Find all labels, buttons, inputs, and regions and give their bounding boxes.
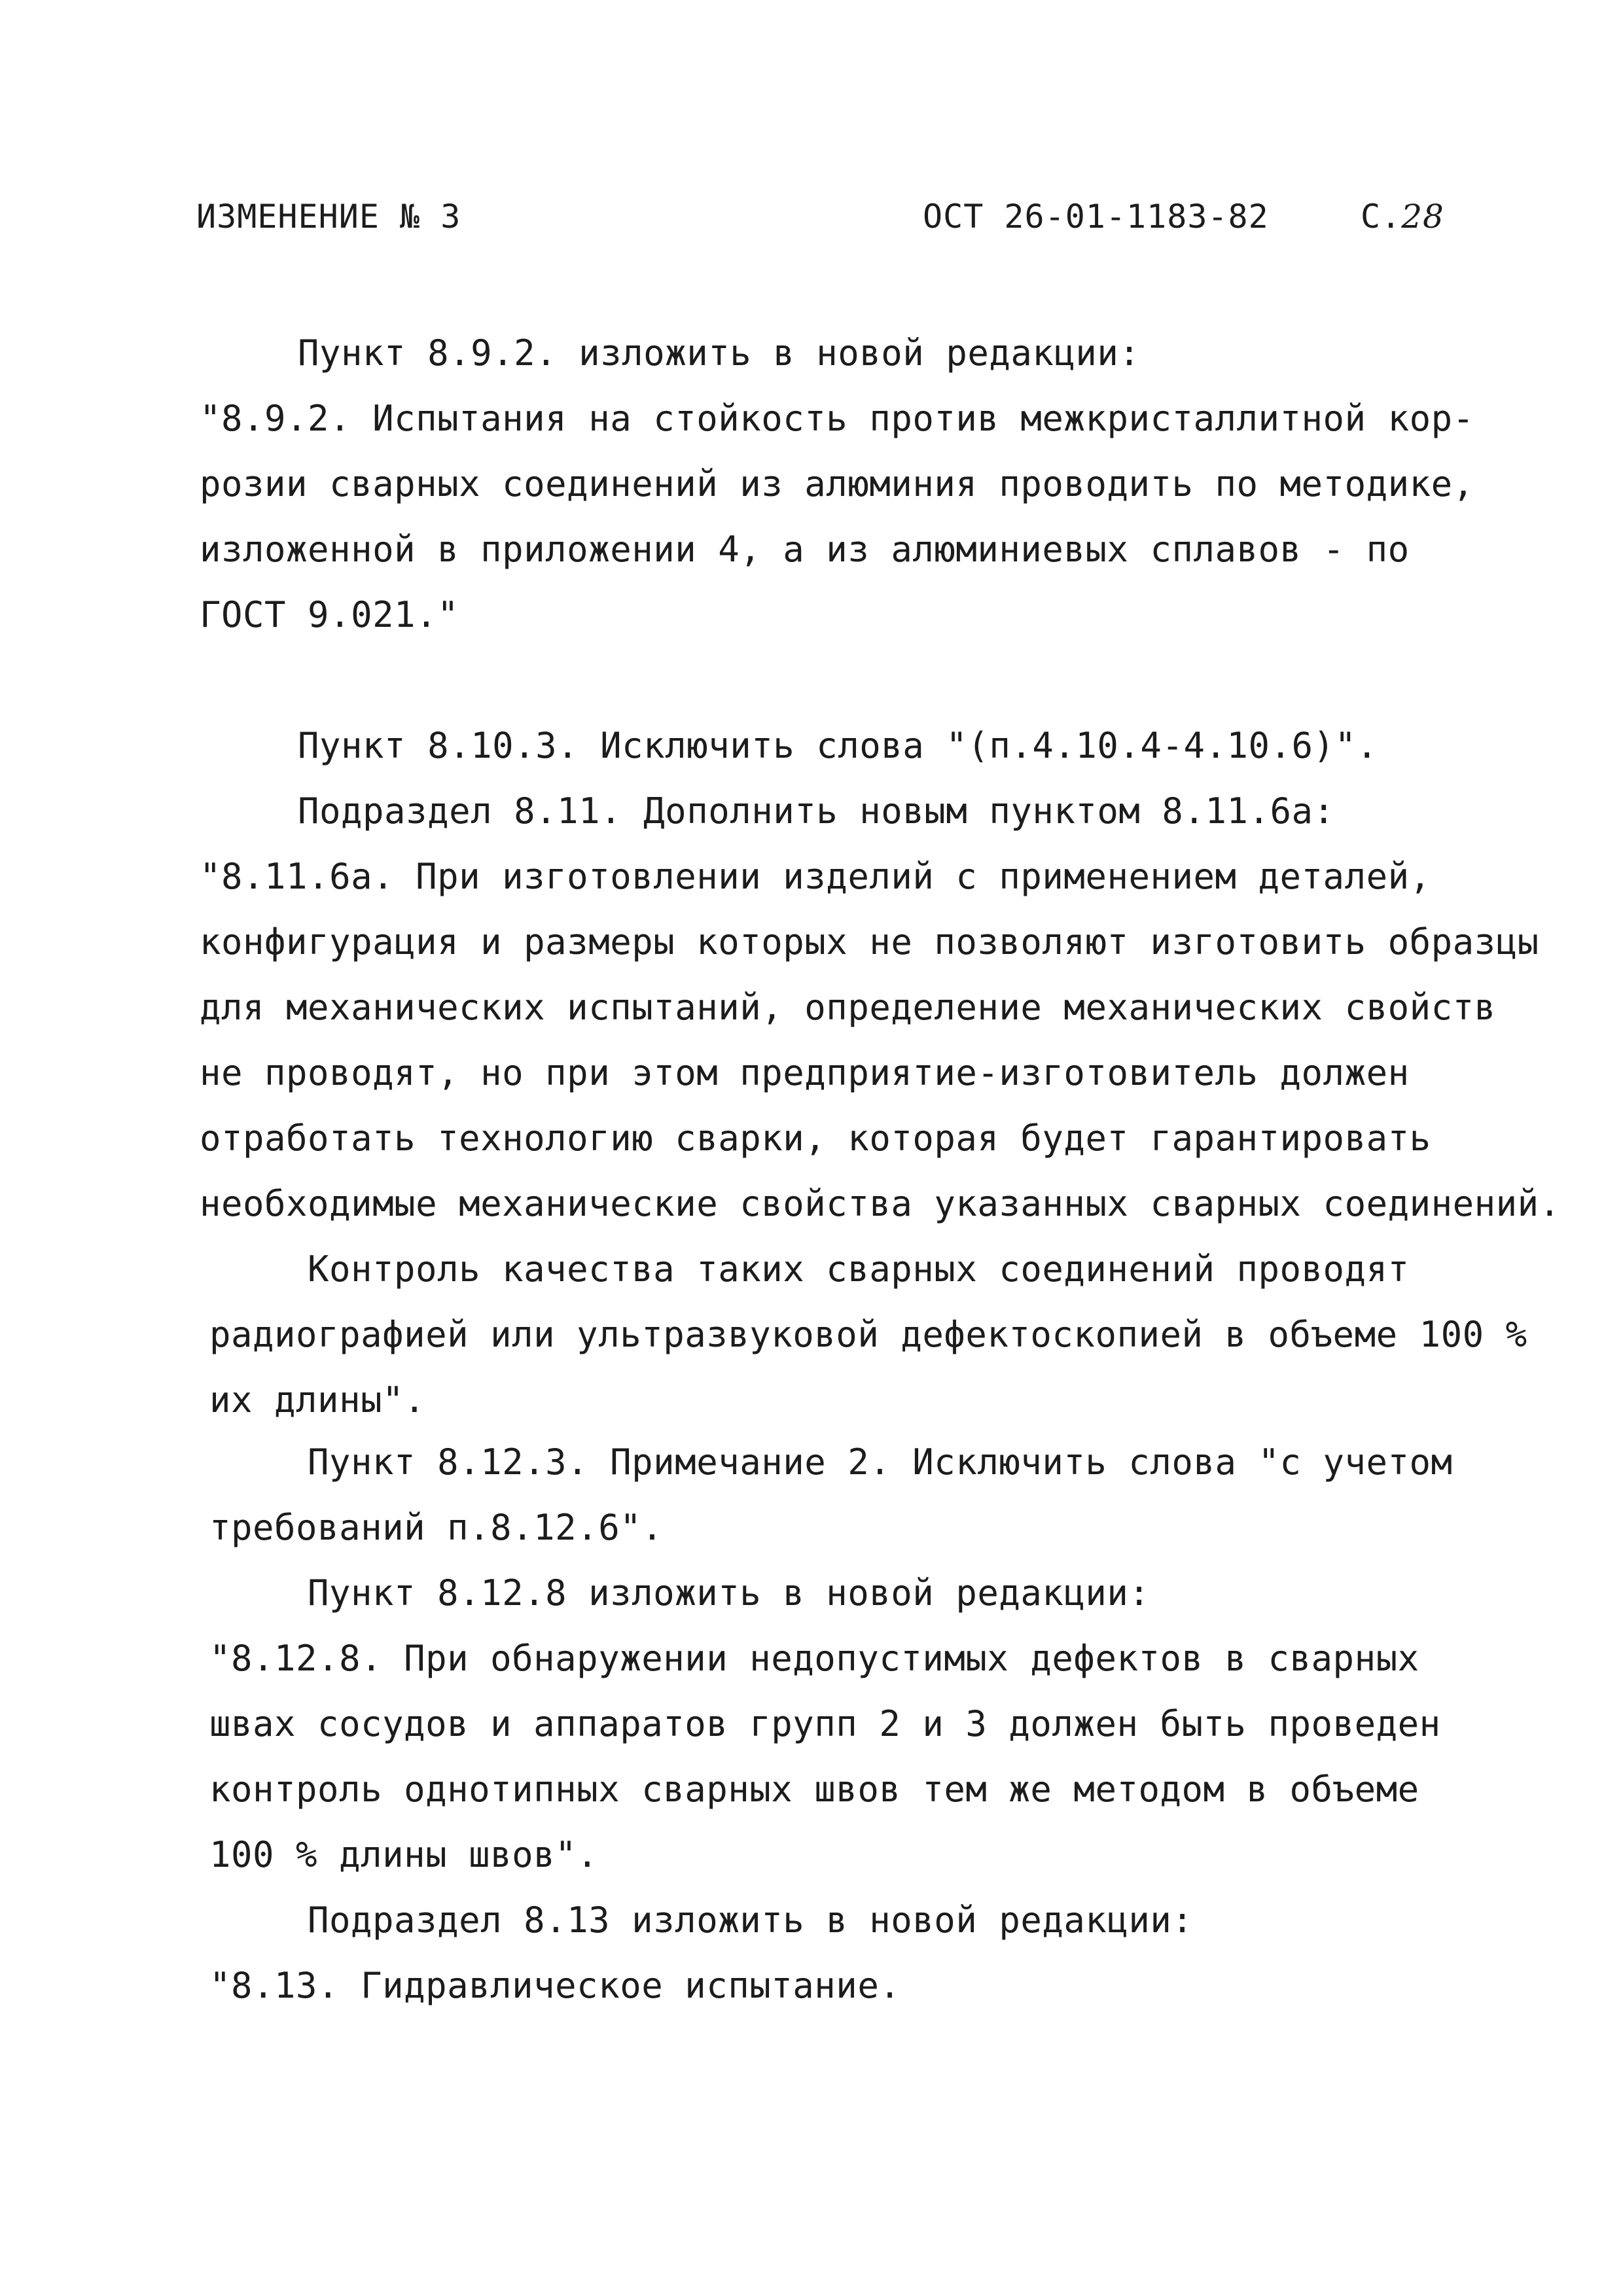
text-line: контроль однотипных сварных швов тем же методом в объеме <box>209 1769 1419 1810</box>
text-line: Пункт 8.10.3. Исключить слова "(п.4.10.4-4.10.6)". <box>298 725 1378 766</box>
text-line: Подраздел 8.13 изложить в новой редакции: <box>308 1899 1194 1941</box>
text-line: розии сварных соединений из алюминия проводить по методике, <box>200 463 1474 504</box>
document-header-right <box>923 194 1444 239</box>
text-line: конфигурация и размеры которых не позволяют изготовить образцы <box>200 921 1539 963</box>
text-line: не проводят, но при этом предприятие-изготовитель должен <box>200 1052 1410 1093</box>
text-line: необходимые механические свойства указанных сварных соединений. <box>200 1183 1561 1224</box>
text-line: их длины". <box>209 1379 426 1421</box>
text-line: Пункт 8.12.8 изложить в новой редакции: <box>308 1572 1150 1614</box>
text-line: "8.11.6а. При изготовлении изделий с применением деталей, <box>200 856 1431 897</box>
text-line: изложенной в приложении 4, а из алюминиевых сплавов - по <box>200 529 1410 570</box>
text-line: для механических испытаний, определение механических свойств <box>200 987 1496 1028</box>
text-line: отработать технологию сварки, которая будет гарантировать <box>200 1118 1431 1159</box>
text-line: "8.12.8. При обнаружении недопустимых дефектов в сварных <box>209 1638 1419 1679</box>
standard-designation: ОСТ 26-01-1183-82 <box>923 198 1269 236</box>
text-line: Пункт 8.12.3. Примечание 2. Исключить слова "с учетом <box>308 1441 1453 1483</box>
text-line: швах сосудов и аппаратов групп 2 и 3 должен быть проведен <box>209 1703 1441 1744</box>
text-line: "8.9.2. Испытания на стойкость против межкристаллитной кор- <box>200 398 1474 439</box>
text-line: радиографией или ультразвуковой дефектоскопией в объеме 100 % <box>209 1314 1527 1355</box>
text-line: Пункт 8.9.2. изложить в новой редакции: <box>298 332 1141 374</box>
text-line: Контроль качества таких сварных соединений проводят <box>308 1248 1410 1290</box>
text-line: 100 % длины швов". <box>209 1834 599 1875</box>
text-line: "8.13. Гидравлическое испытание. <box>209 1965 901 2006</box>
page-number: 28 <box>1401 198 1444 236</box>
page-prefix: С. <box>1360 198 1402 236</box>
text-line: требований п.8.12.6". <box>209 1507 664 1548</box>
text-line: Подраздел 8.11. Дополнить новым пунктом 8.11.6а: <box>298 790 1335 832</box>
change-number-label: ИЗМЕНЕНИЕ № 3 <box>196 198 461 236</box>
text-line: ГОСТ 9.021." <box>200 594 459 635</box>
